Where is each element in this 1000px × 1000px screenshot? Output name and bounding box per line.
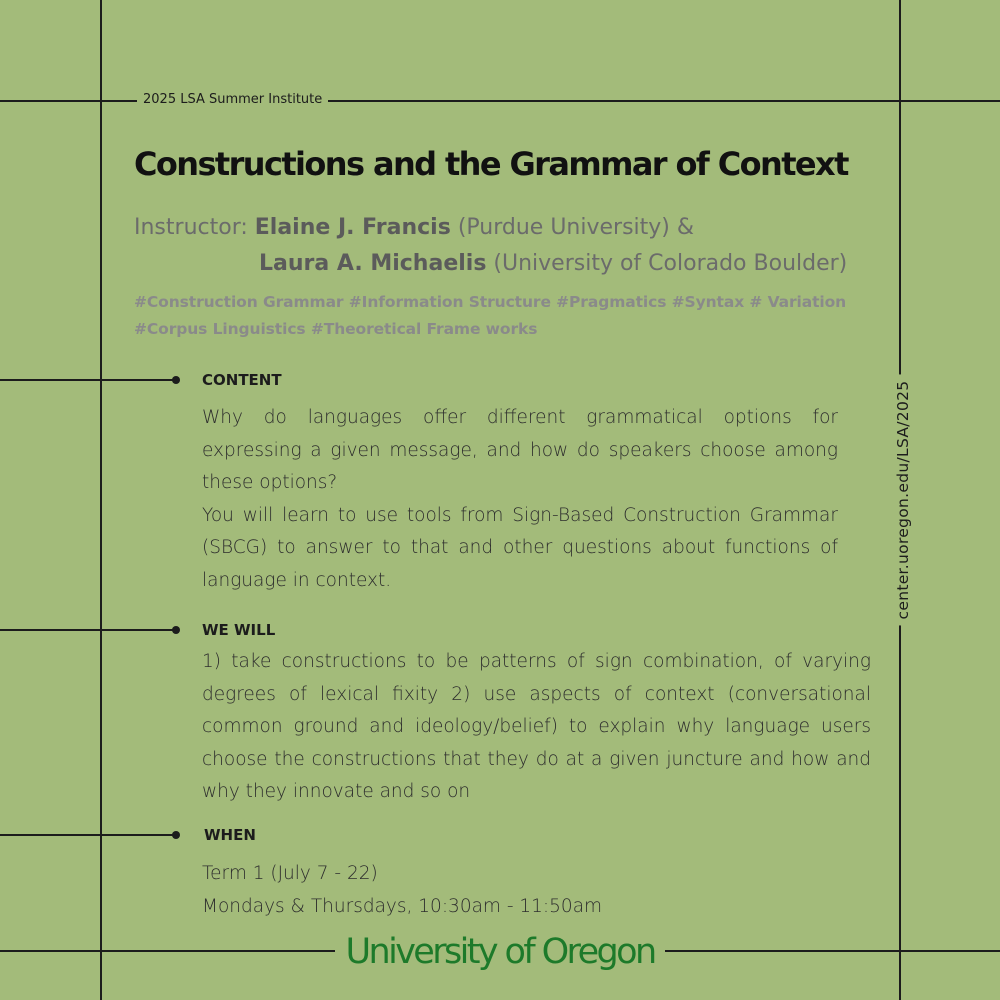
when-term: Term 1 (July 7 - 22): [202, 863, 378, 884]
instructor-affiliation-1: (Purdue University) &: [457, 215, 695, 240]
we-will-connector-line: [0, 629, 176, 631]
side-url-text: center.uoregon.edu/LSA/2025: [894, 375, 912, 626]
when-heading: WHEN: [204, 826, 256, 844]
instructor-name-2: Laura A. Michaelis: [259, 251, 487, 276]
when-bullet-dot: [172, 831, 180, 839]
we-will-heading: WE WILL: [202, 621, 276, 639]
hashtag-list: [134, 289, 846, 343]
content-body: [202, 402, 838, 598]
content-connector-line: [0, 379, 176, 381]
we-will-paragraph: 1) take constructions to be patterns of sign combination, of varying degrees of lexical fixity 2) use aspects of context (conversational common ground and ideology/belief) to explain why language users choose the constructions that they do at a given juncture and how and why they innovate and so on: [202, 651, 871, 803]
instructor-name-1: Elaine J. Francis: [254, 215, 451, 240]
frame-line-left: [100, 0, 102, 1000]
instructor-affiliation-2: (University of Colorado Boulder): [493, 251, 848, 276]
we-will-bullet-dot: [172, 626, 180, 634]
content-heading: CONTENT: [202, 371, 282, 389]
eyebrow-label: 2025 LSA Summer Institute: [137, 92, 328, 107]
when-body: [202, 858, 802, 923]
hashtag-line-2: #Corpus Linguistics #Theoretical Frame works: [134, 320, 538, 338]
content-paragraph-2: You will learn to use tools from Sign-Based Construction Grammar (SBCG) to answer to that and other questions about functions of language in context.: [202, 504, 838, 591]
when-connector-line: [0, 834, 176, 836]
hashtag-line-1: #Construction Grammar #Information Structure #Pragmatics #Syntax # Variation: [134, 293, 847, 311]
instructor-block: [134, 210, 847, 282]
university-logo: University of Oregon: [335, 926, 665, 978]
when-schedule: Mondays & Thursdays, 10:30am - 11:50am: [202, 895, 603, 917]
content-bullet-dot: [172, 376, 180, 384]
instructor-row-2: [134, 246, 847, 282]
page-title: Constructions and the Grammar of Context: [134, 145, 848, 183]
we-will-body: [202, 646, 871, 809]
instructor-prefix: Instructor:: [134, 215, 248, 240]
content-paragraph-1: Why do languages offer different grammatical options for expressing a given message, and how do speakers choose among these options?: [202, 407, 838, 494]
